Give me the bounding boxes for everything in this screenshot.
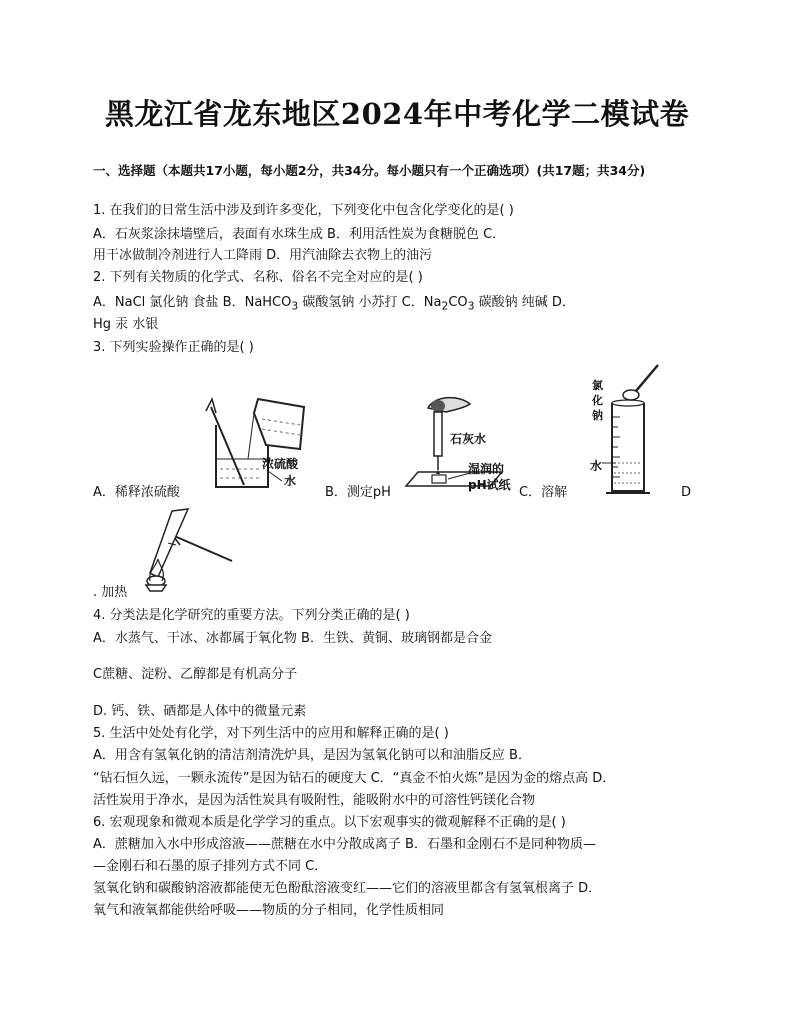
- q3-option-d-label: . 加热: [93, 585, 128, 600]
- q2-subscript: 3: [291, 299, 299, 313]
- figure-ph-test: [398, 378, 518, 496]
- q5-options-line2: “钻石恒久远，一颗永流传”是因为钻石的硬度大 C．“真金不怕火炼”是因为金的熔点高 D．: [93, 771, 616, 786]
- cylinder-illustration: [576, 357, 676, 497]
- q3-option-d: D: [681, 485, 692, 500]
- figure-dilute-acid: [196, 385, 326, 495]
- q1-stem: 1. 在我们的日常生活中涉及到许多变化，下列变化中包含化学变化的是( ): [93, 203, 514, 218]
- label-salt-2: 化: [592, 394, 603, 407]
- q6-options-line4: 氧气和液氧都能供给呼吸——物质的分子相同，化学性质相同: [93, 903, 445, 918]
- q3-option-a: A．稀释浓硫酸: [93, 485, 180, 500]
- heating-illustration: [128, 505, 248, 593]
- label-conc-acid: 浓硫酸: [262, 457, 299, 471]
- figure-heating: [128, 505, 248, 593]
- q2-options-line2: Hg 汞 水银: [93, 317, 159, 332]
- label-limewater: 石灰水: [450, 432, 487, 446]
- section-heading: 一、选择题（本题共17小题，每小题2分，共34分。每小题只有一个正确选项）(共17题；共34分): [93, 163, 646, 178]
- label-ph-paper: pH试纸: [468, 478, 511, 492]
- q2-options-line1: [93, 294, 575, 316]
- q6-stem: 6. 宏观现象和微观本质是化学学习的重点。以下宏观事实的微观解释不正确的是( ): [93, 815, 566, 830]
- q2-text-part: 碳酸钠 纯碱 D．: [474, 295, 575, 310]
- q4-options-line2: C蔗糖、淀粉、乙醇都是有机高分子: [93, 667, 298, 682]
- figure-dissolve: [576, 357, 676, 497]
- q4-options-line3: D. 钙、铁、硒都是人体中的微量元素: [93, 704, 307, 719]
- q4-stem: 4. 分类法是化学研究的重要方法。下列分类正确的是( ): [93, 608, 410, 623]
- q2-subscript: 2: [441, 299, 449, 313]
- label-cylinder-water: 水: [590, 459, 603, 473]
- label-salt-3: 钠: [592, 409, 603, 422]
- page-title: 黑龙江省龙东地区2024年中考化学二模试卷: [104, 97, 690, 131]
- q4-options-line1: A．水蒸气、干冰、冰都属于氧化物 B．生铁、黄铜、玻璃钢都是合金: [93, 631, 492, 646]
- q3-option-b: B．测定pH: [325, 485, 391, 500]
- q5-options-line1: A．用含有氢氧化钠的清洁剂清洗炉具，是因为氢氧化钠可以和油脂反应 B．: [93, 748, 531, 763]
- q5-stem: 5. 生活中处处有化学，对下列生活中的应用和解释正确的是( ): [93, 726, 449, 741]
- q3-stem: 3. 下列实验操作正确的是( ): [93, 340, 254, 355]
- q2-text-part: A．NaCl 氯化钠 食盐 B．NaHCO: [93, 295, 292, 310]
- beaker-pouring-illustration: [196, 385, 326, 495]
- q2-text-part: CO: [448, 295, 468, 310]
- q1-options-line1: A．石灰浆涂抹墙壁后，表面有水珠生成 B．利用活性炭为食糖脱色 C．: [93, 227, 506, 242]
- q2-subscript: 3: [467, 299, 475, 313]
- q6-options-line3: 氢氧化钠和碳酸钠溶液都能使无色酚酞溶液变红——它们的溶液里都含有氢氧根离子 D．: [93, 881, 602, 896]
- q6-options-line2: —金刚石和石墨的原子排列方式不同 C．: [93, 859, 328, 874]
- q2-stem: 2. 下列有关物质的化学式、名称、俗名不完全对应的是( ): [93, 270, 423, 285]
- label-water: 水: [284, 474, 297, 488]
- q2-text-part: 碳酸氢钠 小苏打 C．Na: [298, 295, 442, 310]
- label-salt-1: 氯: [592, 379, 603, 392]
- q6-options-line1: A．蔗糖加入水中形成溶液——蔗糖在水中分散成离子 B．石墨和金刚石不是同种物质—: [93, 837, 596, 852]
- q5-options-line3: 活性炭用于净水，是因为活性炭具有吸附性，能吸附水中的可溶性钙镁化合物: [93, 793, 536, 808]
- label-wet-paper: 湿润的: [468, 462, 505, 476]
- q3-option-c: C．溶解: [519, 485, 568, 500]
- q1-options-line2: 用干冰做制冷剂进行人工降雨 D．用汽油除去衣物上的油污: [93, 248, 433, 263]
